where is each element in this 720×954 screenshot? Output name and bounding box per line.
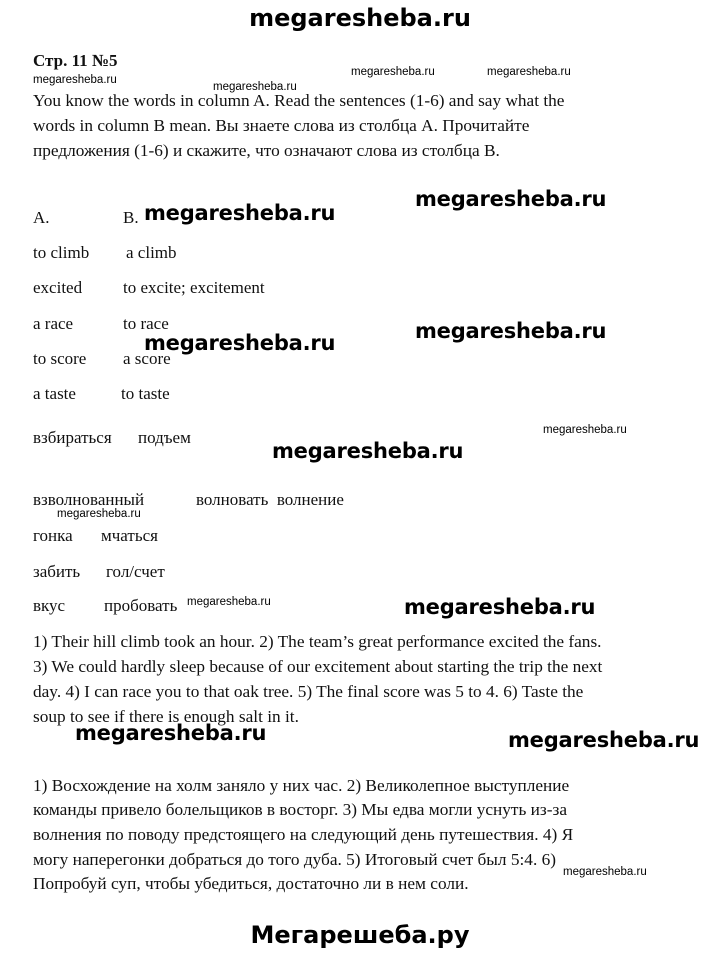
watermark-big: megaresheba.ru [144,331,336,355]
word-a: a taste [33,384,76,403]
russian-sentence-line: волнения по поводу предстоящего на следующий день путешествия. 4) Я [33,825,574,844]
word-a: to score [33,349,87,368]
translation-b: мчаться [101,526,158,545]
column-b-header: B. [123,208,139,227]
english-sentence-line: day. 4) I can race you to that oak tree. 5) The final score was 5 to 4. 6) Taste the [33,682,584,701]
watermark-big: megaresheba.ru [272,439,464,463]
watermark-small: megaresheba.ru [33,74,117,86]
word-a: to climb [33,243,90,262]
watermark-big: megaresheba.ru [404,595,596,619]
word-b: to race [123,314,169,333]
russian-sentence-line: могу наперегонки добраться до того дуба. 5) Итоговый счет был 5:4. 6) [33,850,556,869]
word-b: a climb [126,243,177,262]
task-title: Стр. 11 №5 [33,51,118,70]
english-sentence-line: soup to see if there is enough salt in it. [33,707,299,726]
watermark-small: megaresheba.ru [187,596,271,608]
word-b: to excite; excitement [123,278,265,297]
watermark-small: megaresheba.ru [543,424,627,436]
watermark-small: megaresheba.ru [213,81,297,93]
watermark-big: megaresheba.ru [144,201,336,225]
translation-a: взволнованный [33,490,145,509]
russian-sentence-line: 1) Восхождение на холм заняло у них час. 2) Великолепное выступление [33,776,570,795]
instruction-line: You know the words in column A. Read the sentences (1-6) and say what the [33,91,565,110]
english-sentence-line: 1) Their hill climb took an hour. 2) The team’s great performance excited the fans. [33,632,602,651]
header-site-name: megaresheba.ru [249,4,471,32]
translation-a: вкус [33,596,66,615]
watermark-small: megaresheba.ru [563,866,647,878]
watermark-small: megaresheba.ru [351,66,435,78]
translation-a: взбираться [33,428,112,447]
translation-b: волновать волнение [196,490,344,509]
instruction-line: words in column B mean. Вы знаете слова из столбца A. Прочитайте [33,116,530,135]
word-a: excited [33,278,83,297]
russian-sentence-line: Попробуй суп, чтобы убедиться, достаточно ли в нем соли. [33,874,469,893]
english-sentence-line: 3) We could hardly sleep because of our excitement about starting the trip the next [33,657,603,676]
watermark-big: megaresheba.ru [415,319,607,343]
translation-b: подъем [138,428,191,447]
word-a: a race [33,314,74,333]
column-a-header: A. [33,208,50,227]
watermark-big: megaresheba.ru [415,187,607,211]
translation-a: гонка [33,526,73,545]
watermark-big: megaresheba.ru [75,721,267,745]
watermark-small: megaresheba.ru [57,508,141,520]
footer-site-name: Мегарешеба.ру [250,921,470,949]
instruction-line: предложения (1-6) и скажите, что означают слова из столбца B. [33,141,500,160]
word-b: to taste [121,384,170,403]
watermark-small: megaresheba.ru [487,66,571,78]
translation-b: пробовать [104,596,178,615]
watermark-big: megaresheba.ru [508,728,700,752]
translation-b: гол/счет [106,562,165,581]
word-b: a score [123,349,171,368]
russian-sentence-line: команды привело болельщиков в восторг. 3) Мы едва могли уснуть из-за [33,800,568,819]
translation-a: забить [33,562,81,581]
